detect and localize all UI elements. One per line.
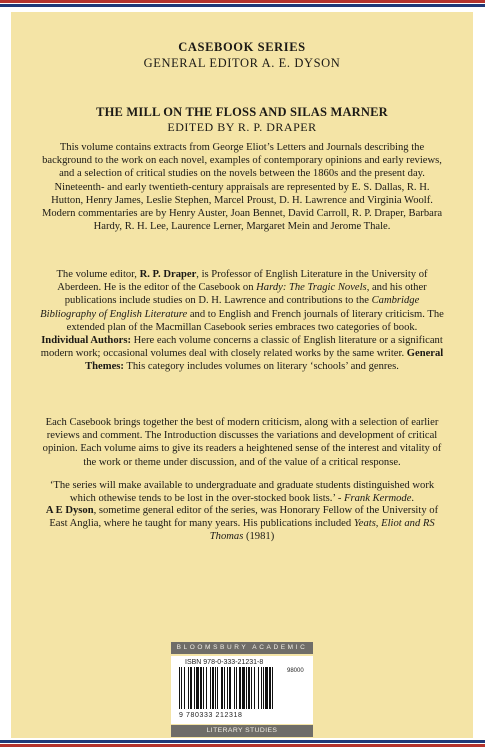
quote-paragraph: ‘The series will make available to undergraduate and graduate students distinguished work which othewise tends to be lost in the over-stocked book lists.’ - Frank Kermode.: [49, 480, 435, 505]
publisher-label: BLOOMSBURY ACADEMIC: [171, 642, 313, 654]
casebook-paragraph: Each Casebook brings together the best of modern criticism, along with a selection of earlier reviews and comment. The Introduction discusses the variations and development of critical opinion. Each volume aims to give its readers a heightened sense of the interest and vitality of the work or theme under discussion, and of the value of a critical response.: [42, 417, 442, 468]
quote-author: Frank Kermode: [344, 493, 412, 505]
editor-paragraph: The volume editor, R. P. Draper, is Professor of English Literature in the University of Aberdeen. He is the editor of the Casebook on Hardy: The Tragic Novels, and his other publications include studies on D. H. Lawrence and contributions to the Cambridge Bibliography of English Literature and to English and French journals of literary criticism. The extended plan of the Macmillan Casebook series embraces two categories of book. Individual Authors: Here each volume concerns a classic of English literature or a significant modern work; occasional volumes deal with closely related works by the same writer. General Themes: This category includes volumes on literary ‘schools’ and genres.: [40, 269, 444, 373]
bottom-blue-stripe: [0, 740, 485, 743]
general-themes-label: General Themes:: [85, 348, 444, 373]
bibliography-title: Cambridge Bibliography of English Literature: [40, 295, 420, 320]
series-general-editor: GENERAL EDITOR A. E. DYSON: [143, 56, 341, 70]
isbn-text: ISBN 978-0-333-21231-8: [185, 659, 264, 666]
price-code: 98000: [287, 668, 304, 674]
book-editor: EDITED BY R. P. DRAPER: [167, 120, 317, 134]
editor-name: R. P. Draper: [139, 269, 197, 280]
book-title: THE MILL ON THE FLOSS AND SILAS MARNER: [96, 105, 388, 119]
series-header: [11, 40, 473, 71]
category-label: LITERARY STUDIES: [171, 725, 313, 737]
individual-authors-label: Individual Authors:: [41, 335, 131, 347]
casebook-title: Hardy: The Tragic Novels: [256, 282, 367, 294]
barcode-panel: [171, 656, 313, 724]
series-title: CASEBOOK SERIES: [178, 40, 306, 54]
barcode-image: [177, 667, 309, 711]
dyson-publication-title: Yeats, Eliot and RS Thomas: [209, 518, 435, 543]
contents-paragraph: This volume contains extracts from George Eliot’s Letters and Journals describing the background to the work on each novel, examples of contemporary opinions and early reviews, and a selection of critical studies on the novels between the 1860s and the present day. Nineteenth- and early twentieth-century appraisals are represented by E. S. Dallas, R. H. Hutton, Henry James, Leslie Stephen, Marcel Proust, D. H. Lawrence and Virginia Woolf. Modern commentaries are by Henry Auster, Joan Bennet, David Carroll, R. P. Draper, Barbara Hardy, R. H. Lee, Laurence Lerner, Margaret Mein and Jerome Thale.: [41, 142, 443, 233]
top-blue-stripe: [0, 4, 485, 7]
ean-digits: 9 780333 212318: [179, 712, 243, 719]
top-red-stripe: [0, 0, 485, 3]
book-header: [11, 105, 473, 135]
bottom-red-stripe: [0, 744, 485, 747]
general-editor-paragraph: A E Dyson, sometime general editor of the series, was Honorary Fellow of the University of East Anglia, where he taught for many years. His publications included Yeats, Eliot and RS Thomas (1981): [45, 505, 439, 543]
general-editor-name: A E Dyson: [45, 505, 94, 516]
back-cover: [11, 12, 473, 738]
